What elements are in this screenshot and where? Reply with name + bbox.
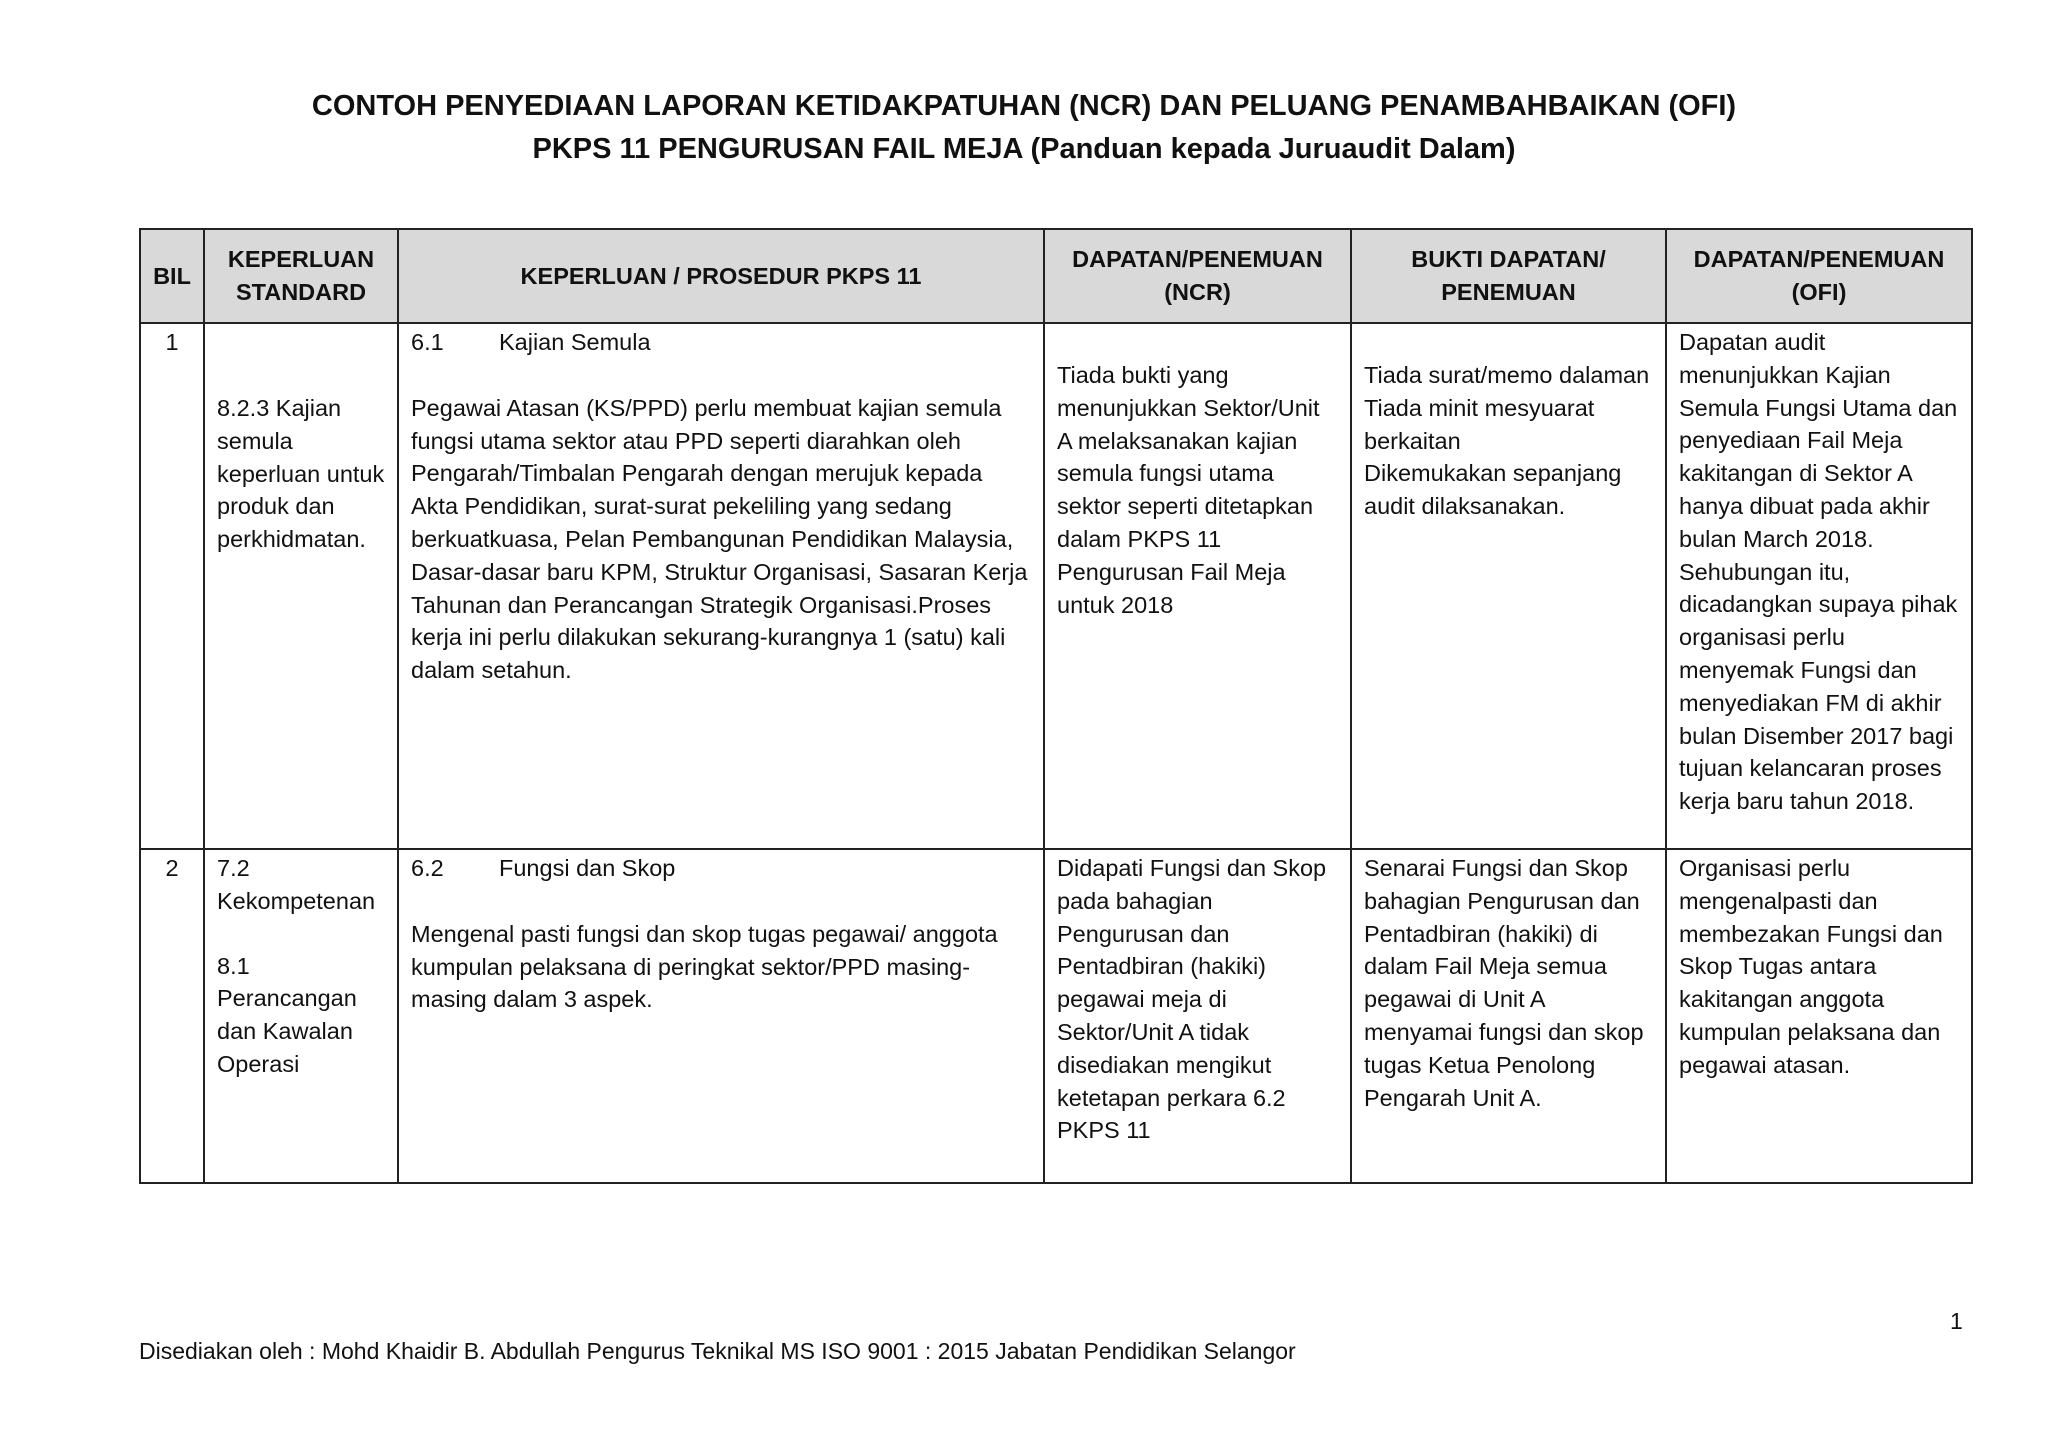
header-bil: BIL [140, 229, 204, 323]
standard-text: 8.2.3 Kajian semula keperluan untuk produk dan perkhidmatan. [217, 395, 385, 553]
header-ofi: DAPATAN/PENEMUAN (OFI) [1666, 229, 1972, 323]
header-bukti: BUKTI DAPATAN/ PENEMUAN [1351, 229, 1666, 323]
clause-title: Kajian Semula [499, 329, 651, 355]
clause-heading [411, 326, 1031, 359]
cell-ncr [1044, 849, 1351, 1183]
clause-title: Fungsi dan Skop [499, 855, 676, 881]
table-row [140, 849, 1972, 1183]
ncr-text: Tiada bukti yang menunjukkan Sektor/Unit A melaksanakan kajian semula fungsi utama sektor seperti ditetapkan dalam PKPS 11 Pengurusan Fail Meja untuk 2018 [1057, 362, 1320, 618]
document-subtitle: PKPS 11 PENGURUSAN FAIL MEJA (Panduan kepada Juruaudit Dalam) [532, 133, 1516, 165]
clause-number: 6.1 [411, 329, 444, 355]
cell-bukti [1351, 849, 1666, 1183]
bukti-text-2: Tiada minit mesyuarat berkaitan [1364, 394, 1595, 454]
document-title: CONTOH PENYEDIAAN LAPORAN KETIDAKPATUHAN (NCR) DAN PELUANG PENAMBAHBAIKAN (OFI) [311, 90, 1737, 122]
footer-text: Disediakan oleh : Mohd Khaidir B. Abdullah Pengurus Teknikal MS ISO 9001 : 2015 Jabatan Pendidikan Selangor [139, 1338, 1296, 1364]
table-row [140, 323, 1972, 849]
cell-standard [204, 849, 398, 1183]
cell-ofi [1666, 323, 1972, 849]
procedure-text: Mengenal pasti fungsi dan skop tugas pegawai/ anggota kumpulan pelaksana di peringkat sektor/PPD masing-masing dalam 3 aspek. [411, 920, 998, 1013]
cell-bukti [1351, 323, 1666, 849]
standard-text-1: 7.2 Kekompetenan [217, 855, 376, 914]
ofi-text: Dapatan audit menunjukkan Kajian Semula Fungsi Utama dan penyediaan Fail Meja kakitangan di Sektor A hanya dibuat pada akhir bulan March 2018. Sehubungan itu, dicadangkan supaya pihak organisasi perlu menyemak Fungsi dan menyediakan FM di akhir bulan Disember 2017 bagi tujuan kelancaran proses kerja baru tahun 2018. [1679, 329, 1958, 815]
cell-bil: 2 [140, 849, 204, 1183]
ncr-text: Didapati Fungsi dan Skop pada bahagian Pengurusan dan Pentadbiran (hakiki) pegawai meja di Sektor/Unit A tidak disediakan mengikut ketetapan perkara 6.2 PKPS 11 [1057, 855, 1327, 1144]
bukti-text-3: Dikemukakan sepanjang audit dilaksanakan. [1364, 460, 1622, 520]
header-keperluan-standard: KEPERLUAN STANDARD [204, 229, 398, 323]
table-header-row [140, 229, 1972, 323]
procedure-text: Pegawai Atasan (KS/PPD) perlu membuat kajian semula fungsi utama sektor atau PPD seperti diarahkan oleh Pengarah/Timbalan Pengarah dengan merujuk kepada Akta Pendidikan, surat-surat pekeliling yang sedang berkuatkuasa, Pelan Pembangunan Pendidikan Malaysia, Dasar-dasar baru KPM, Struktur Organisasi, Sasaran Kerja Tahunan dan Perancangan Strategik Organisasi.Proses kerja ini perlu dilakukan sekurang-kurangnya 1 (satu) kali dalam setahun. [411, 394, 1028, 684]
clause-heading [411, 852, 1031, 885]
cell-ncr [1044, 323, 1351, 849]
standard-text-2: 8.1 Perancangan dan Kawalan Operasi [217, 952, 357, 1077]
cell-procedure [398, 849, 1044, 1183]
header-ncr: DAPATAN/PENEMUAN (NCR) [1044, 229, 1351, 323]
cell-standard [204, 323, 398, 849]
header-prosedur: KEPERLUAN / PROSEDUR PKPS 11 [398, 229, 1044, 323]
clause-number: 6.2 [411, 855, 444, 881]
cell-bil: 1 [140, 323, 204, 849]
ofi-text: Organisasi perlu mengenalpasti dan membezakan Fungsi dan Skop Tugas antara kakitangan anggota kumpulan pelaksana dan pegawai atasan. [1679, 855, 1943, 1078]
cell-procedure [398, 323, 1044, 849]
page-number: 1 [1950, 1308, 1963, 1334]
bukti-text: Senarai Fungsi dan Skop bahagian Pengurusan dan Pentadbiran (hakiki) di dalam Fail Meja semua pegawai di Unit A menyamai fungsi dan skop tugas Ketua Penolong Pengarah Unit A. [1364, 855, 1644, 1111]
audit-table [139, 228, 1973, 1184]
bukti-text-1: Tiada surat/memo dalaman [1364, 362, 1650, 388]
cell-ofi [1666, 849, 1972, 1183]
